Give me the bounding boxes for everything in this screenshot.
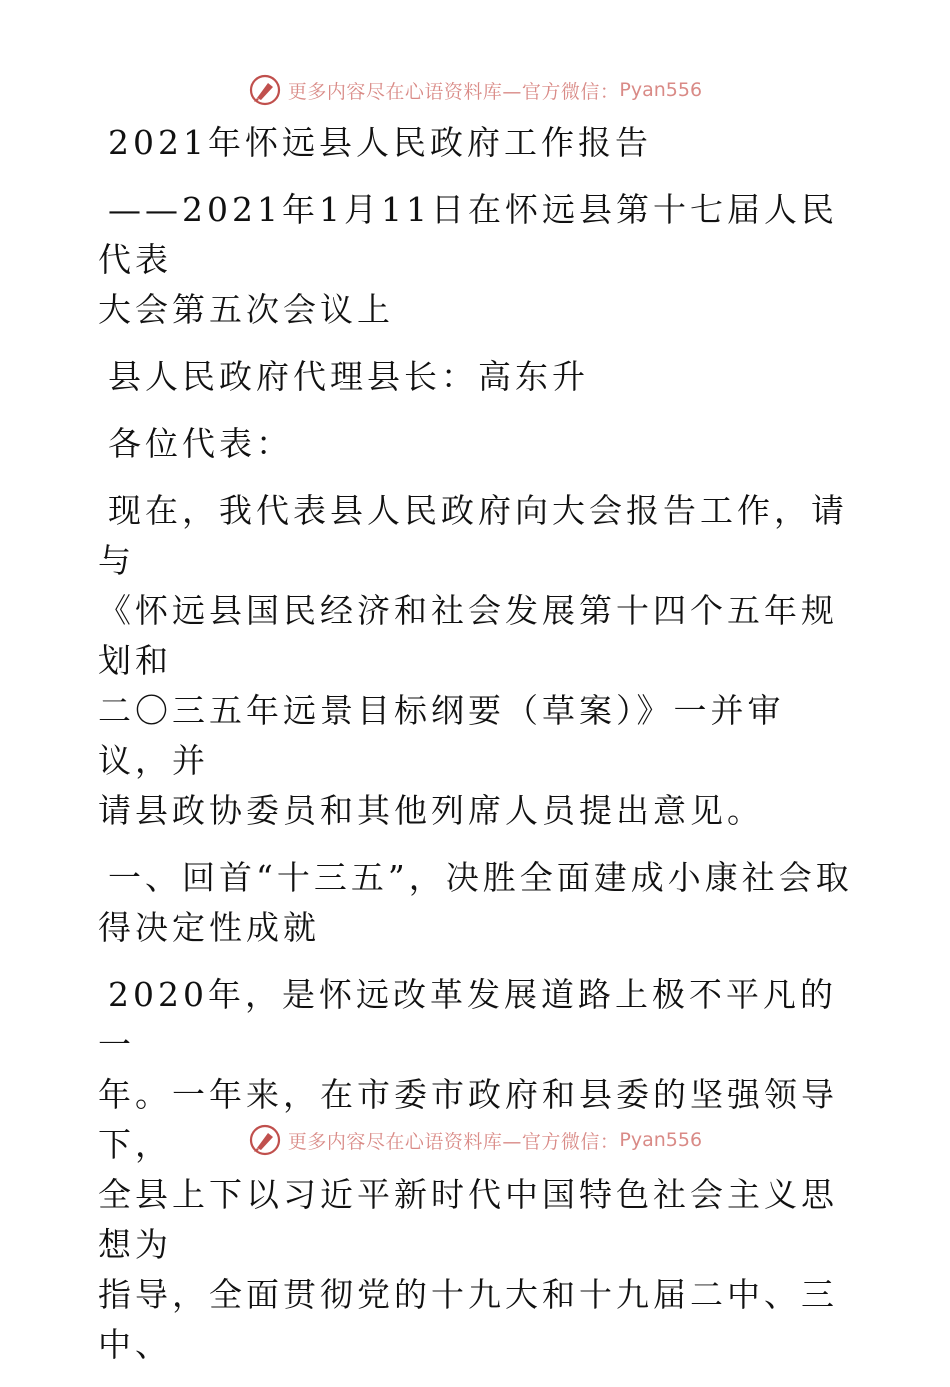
text-line: 二〇三五年远景目标纲要（草案）》一并审议，并 [98, 691, 785, 780]
pen-nib-icon [248, 1123, 282, 1157]
document-title: 2021年怀远县人民政府工作报告 [108, 123, 652, 162]
subtitle-line: 大会第五次会议上 [98, 290, 394, 329]
text-line: 2020年，是怀远改革发展道路上极不平凡的一 [98, 975, 837, 1064]
watermark-text: 更多内容尽在心语资料库—官方微信： [287, 80, 620, 103]
text-line: 指导，全面贯彻党的十九大和十九届二中、三中、 [98, 1275, 838, 1364]
heading-line: 得决定性成就 [98, 908, 320, 947]
watermark-text: 更多内容尽在心语资料库—官方微信： [287, 1130, 620, 1153]
watermark-wechat-id: Pyan556 [619, 1129, 703, 1151]
document-subtitle [98, 185, 858, 335]
speaker-line: 县人民政府代理县长：高东升 [108, 357, 589, 396]
document-body [98, 118, 858, 1387]
watermark-wechat-id: Pyan556 [619, 79, 703, 101]
text-line: 《怀远县国民经济和社会发展第十四个五年规划和 [98, 591, 838, 680]
text-line: 年。一年来，在市委市政府和县委的坚强领导下， [98, 1075, 838, 1164]
paragraph-intro [98, 486, 858, 836]
text-line: 全县上下以习近平新时代中国特色社会主义思想为 [98, 1175, 838, 1264]
section-heading [98, 853, 858, 953]
header-watermark [0, 70, 950, 110]
subtitle-line: ——2021年1月11日在怀远县第十七届人民代表 [98, 190, 838, 279]
text-line: 请县政协委员和其他列席人员提出意见。 [98, 791, 764, 830]
paragraph-review [98, 970, 858, 1370]
footer-watermark [0, 1120, 950, 1160]
salutation: 各位代表： [108, 424, 293, 463]
heading-line: 一、回首“十三五”，决胜全面建成小康社会取 [108, 858, 853, 897]
text-line: 现在，我代表县人民政府向大会报告工作，请与 [98, 491, 848, 580]
pen-nib-icon [248, 73, 282, 107]
